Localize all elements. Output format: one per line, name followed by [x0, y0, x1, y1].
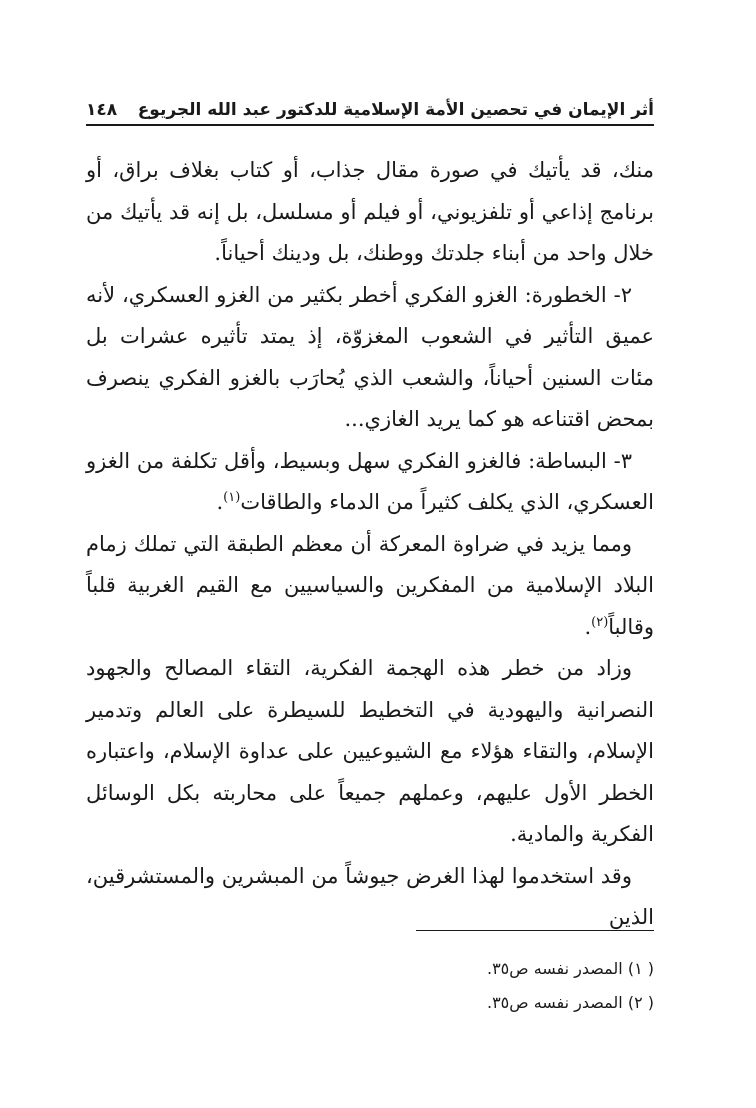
footnotes	[94, 952, 654, 1020]
paragraph-2: ٢- الخطورة: الغزو الفكري أخطر بكثير من الغزو العسكري، لأنه عميق التأثير في الشعوب المغزوّة، إذ يمتد تأثيره عشرات بل مئات السنين أحياناً، والشعب الذي يُحارَب بالغزو الفكري ينصرف بمحض اقتناعه هو كما يريد الغازي...	[86, 282, 654, 431]
paragraph-5: وزاد من خطر هذه الهجمة الفكرية، التقاء المصالح والجهود النصرانية واليهودية في التخطيط للسيطرة على العالم وتدمير الإسلام، والتقاء هؤلاء مع الشيوعيين على عداوة الإسلام، واعتباره الخطر الأول عليهم، وعملهم جميعاً على محاربته بكل الوسائل الفكرية والمادية.	[86, 656, 654, 846]
header-rule	[86, 124, 654, 126]
footnote-rule	[416, 930, 654, 931]
footnote-2: ( ٢) المصدر نفسه ص٣٥.	[486, 993, 654, 1012]
footnote-ref-1[interactable]: (١)	[223, 490, 241, 505]
body-text	[86, 150, 654, 939]
page-number: ١٤٨	[86, 100, 118, 120]
paragraph-1: منك، قد يأتيك في صورة مقال جذاب، أو كتاب بغلاف براق، أو برنامج إذاعي أو تلفزيوني، أو فيلم أو مسلسل، بل إنه قد يأتيك من خلال واحد من أبناء جلدتك ووطنك، بل ودينك أحياناً.	[86, 158, 654, 265]
paragraph-3: ٣- البساطة: فالغزو الفكري سهل وبسيط، وأقل تكلفة من الغزو العسكري، الذي يكلف كثيراً من الدماء والطاقات$^{(١)}$.	[86, 448, 654, 514]
paragraph-6: وقد استخدموا لهذا الغرض جيوشاً من المبشرين والمستشرقين، الذين	[86, 863, 654, 929]
paragraph-4: ومما يزيد في ضراوة المعركة أن معظم الطبقة التي تملك زمام البلاد الإسلامية من المفكرين والسياسيين مع القيم الغربية قلباً وقالباً$^{(٢)}$.	[86, 531, 654, 639]
header-title: أثر الإيمان في تحصين الأمة الإسلامية للدكتور عبد الله الجريوع	[137, 100, 654, 120]
footnote-ref-2[interactable]: (٢)	[591, 614, 609, 630]
footnote-1: ( ١) المصدر نفسه ص٣٥.	[486, 959, 654, 978]
running-header	[86, 88, 654, 122]
